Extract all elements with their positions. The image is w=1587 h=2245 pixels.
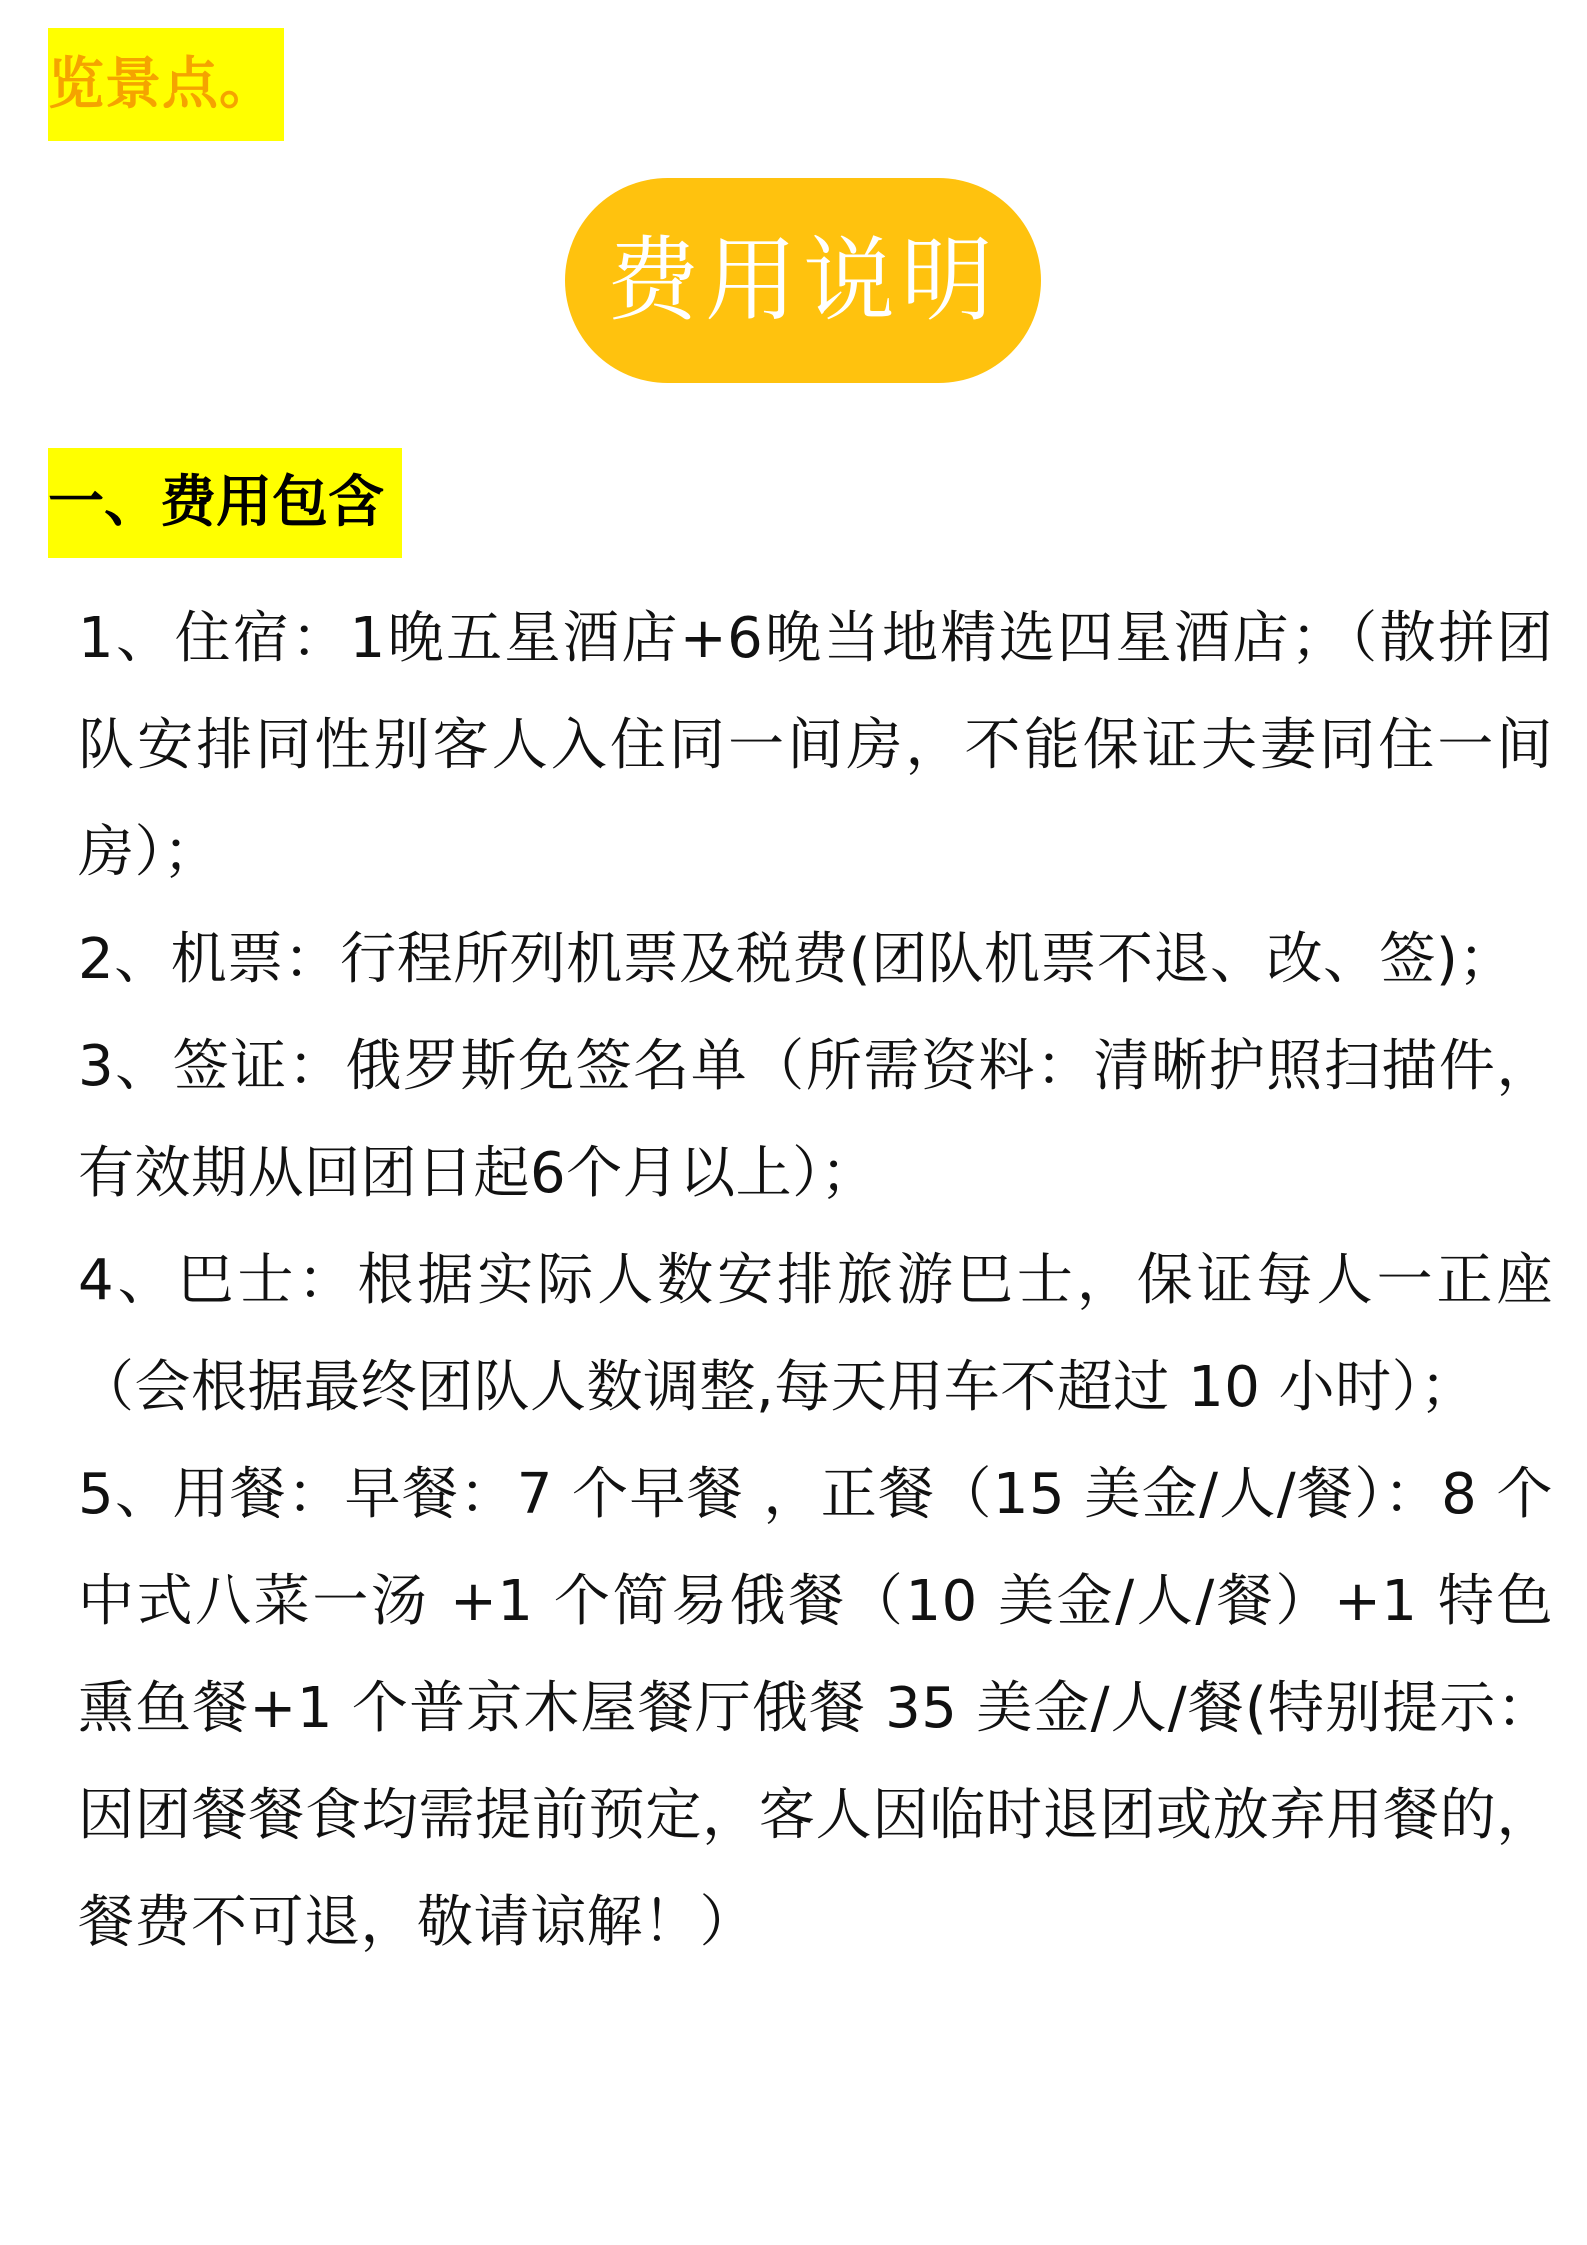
- fee-item-air-tickets: 2、机票：行程所列机票及税费(团队机票不退、改、签)；: [78, 927, 1515, 992]
- fee-item-meals: 5、用餐：早餐：7 个早餐 ，正餐（15 美金/人/餐）：8 个中式八菜一汤 +1 个简易俄餐（10 美金/人/餐）+1 特色熏鱼餐+1 个普京木屋餐厅俄餐 35 美金/人/餐(特别提示：因团餐餐食均需提前预定，客人因临时退团或放弃用餐的，餐费不可退，敬请谅解！）: [78, 1462, 1553, 1955]
- fee-item-bus: 4、巴士：根据实际人数安排旅游巴士，保证每人一正座（会根据最终团队人数调整,每天用车不超过 10 小时）；: [78, 1248, 1553, 1420]
- fee-item-visa: 3、签证：俄罗斯免签名单（所需资料：清晰护照扫描件，有效期从回团日起6个月以上）；: [78, 1034, 1553, 1206]
- section-heading-fees-included: 一、费用包含: [48, 448, 402, 558]
- previous-page-fragment: 览景点。: [48, 28, 284, 141]
- fee-items-list: [78, 585, 1553, 1976]
- section-title-pill: 费用说明: [565, 178, 1041, 383]
- fee-item-accommodation: 1、住宿：1晚五星酒店+6晚当地精选四星酒店；（散拼团队安排同性别客人入住同一间房，不能保证夫妻同住一间房）；: [78, 606, 1553, 885]
